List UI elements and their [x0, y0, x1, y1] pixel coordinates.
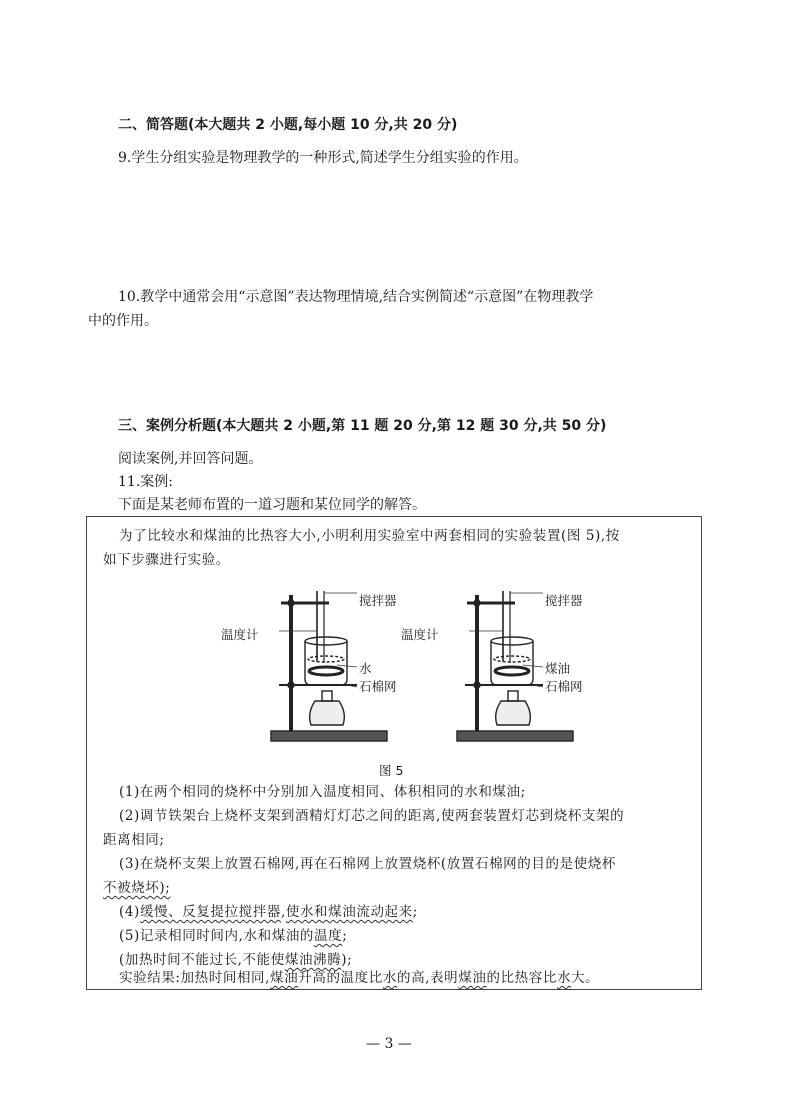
- left-gauze-label: 石棉网: [359, 679, 397, 694]
- step-6-note: (加热时间不能过长,不能使煤油沸腾);: [119, 952, 353, 968]
- right-base: [457, 731, 573, 741]
- step-4: (4)缓慢、反复提拉搅拌器,使水和煤油流动起来;: [119, 904, 418, 920]
- step-3-line2: 不被烧坏);: [103, 880, 171, 896]
- left-base: [271, 731, 387, 741]
- right-kerosene-label: 煤油: [545, 661, 571, 676]
- left-water-label: 水: [359, 661, 372, 676]
- section3-heading: 三、案例分析题(本大题共 2 小题,第 11 题 20 分,第 12 题 30 分,共 50 分): [118, 418, 607, 434]
- left-stirrer-ring: [309, 667, 343, 675]
- step-4-underlined-b: 使水和煤油流动起来: [285, 904, 413, 920]
- question-10-line1: 10.教学中通常会用“示意图”表达物理情境,结合实例简述“示意图”在物理教学: [118, 289, 594, 305]
- question-10-line2: 中的作用。: [88, 313, 158, 329]
- case-box: [86, 516, 702, 990]
- right-thermometer-label: 温度计: [401, 627, 439, 642]
- figure-5-caption: 图 5: [379, 763, 404, 778]
- step-5: (5)记录相同时间内,水和煤油的温度;: [119, 928, 348, 944]
- left-beaker: [305, 641, 347, 685]
- step-6-underlined: 煤油沸腾: [284, 952, 342, 968]
- right-stirrer-label: 搅拌器: [545, 593, 583, 608]
- case-intro-line1: 为了比较水和煤油的比热容大小,小明利用实验室中两套相同的实验装置(图 5),按: [119, 528, 620, 544]
- step-3-line1: (3)在烧杯支架上放置石棉网,再在石棉网上放置烧杯(放置石棉网的目的是使烧杯: [119, 856, 616, 872]
- experiment-result: 实验结果:加热时间相同,煤油升高的温度比水的高,表明煤油的比热容比水大。: [119, 970, 600, 986]
- step-4-underlined-a: 缓慢、反复提拉搅拌器: [139, 904, 281, 920]
- question-11-label: 11.案例:: [118, 474, 173, 490]
- section2-heading: 二、简答题(本大题共 2 小题,每小题 10 分,共 20 分): [118, 117, 458, 133]
- left-thermometer-label: 温度计: [221, 627, 259, 642]
- read-case-instruction: 阅读案例,并回答问题。: [118, 451, 263, 467]
- step-2-line1: (2)调节铁架台上烧杯支架到酒精灯灯芯之间的距离,使两套装置灯芯到烧杯支架的: [119, 808, 625, 824]
- left-alcohol-lamp: [310, 701, 345, 725]
- question-11-description: 下面是某老师布置的一道习题和某位同学的解答。: [118, 497, 426, 513]
- right-stirrer-ring: [495, 667, 529, 675]
- step-2-line2: 距离相同;: [103, 832, 165, 848]
- page-number: — 3 —: [366, 1036, 412, 1052]
- question-9: 9.学生分组实验是物理教学的一种形式,简述学生分组实验的作用。: [118, 150, 528, 166]
- right-alcohol-lamp: [496, 701, 531, 725]
- right-beaker: [491, 641, 533, 685]
- right-gauze-label: 石棉网: [545, 679, 583, 694]
- figure-5-apparatus: [207, 581, 587, 751]
- step-1: (1)在两个相同的烧杯中分别加入温度相同、体积相同的水和煤油;: [119, 784, 526, 800]
- step-5-underlined: 温度: [314, 928, 343, 944]
- left-stirrer-label: 搅拌器: [359, 593, 397, 608]
- case-intro-line2: 如下步骤进行实验。: [103, 552, 230, 568]
